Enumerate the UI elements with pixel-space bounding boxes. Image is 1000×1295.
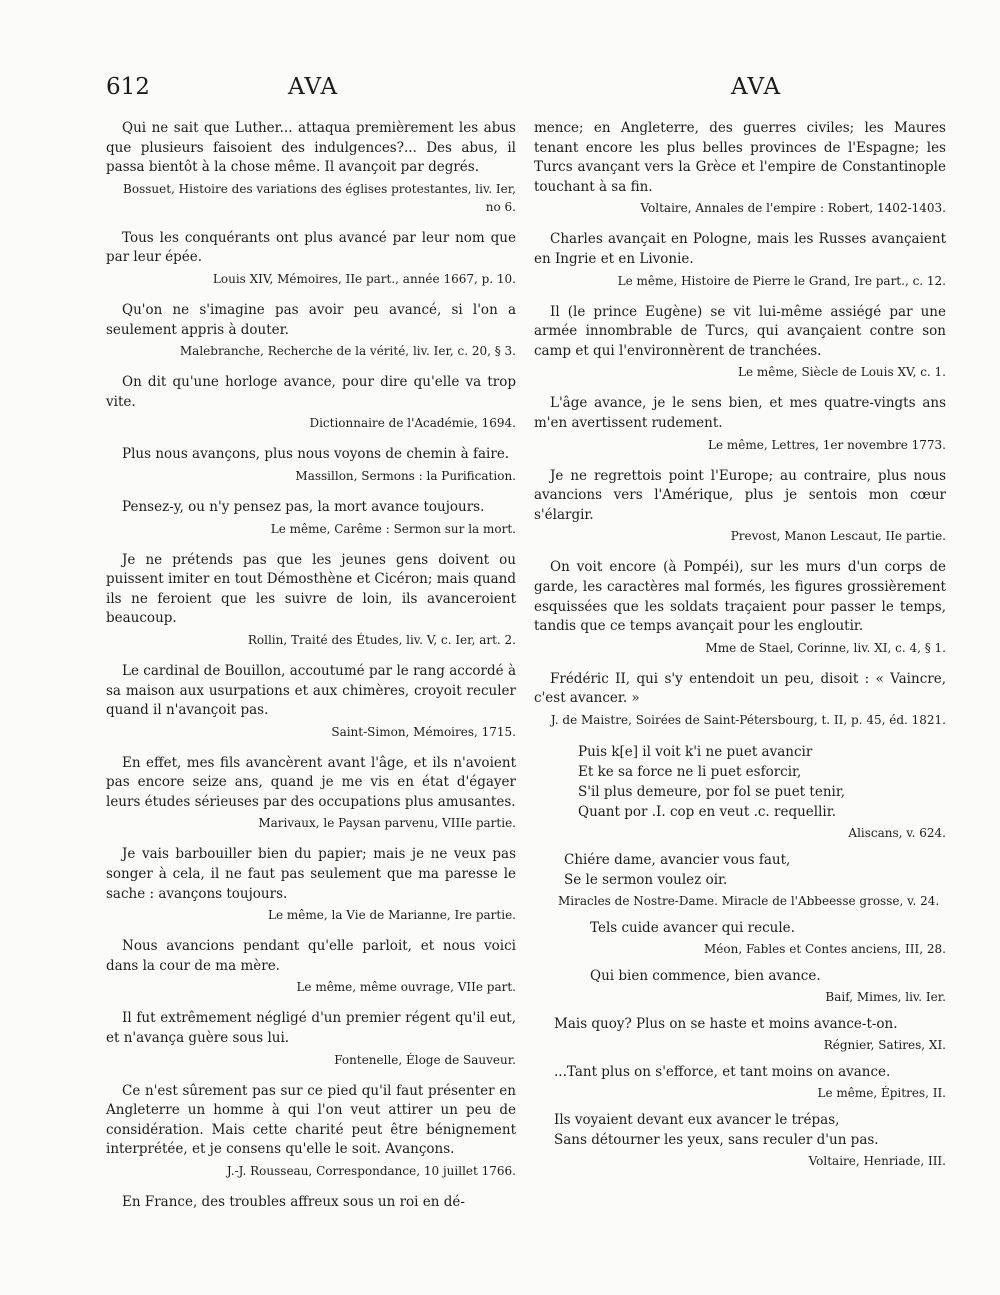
quote-source: Rollin, Traité des Études, liv. V, c. Ier, art. 2. — [247, 632, 516, 647]
quotation — [106, 1009, 516, 1068]
left-column — [106, 119, 516, 1226]
quote-source: Prevost, Manon Lescaut, IIe partie. — [730, 529, 946, 544]
quote-text: Tous les conquérants ont plus avancé par leur nom que par leur épée. — [106, 229, 516, 266]
quote-text: Qu'on ne s'imagine pas avoir peu avancé, si l'on a seulement appris à douter. — [106, 301, 516, 338]
quotation — [534, 394, 946, 453]
quote-text: Il (le prince Eugène) se vit lui-même assiégé par une armée innombrable de Turcs, qui avançaient contre son camp et qui l'environnèrent de tranchées. — [534, 303, 946, 359]
quote-source: Le même, Histoire de Pierre le Grand, Ire part., c. 12. — [617, 273, 946, 288]
quotation — [534, 467, 946, 546]
right-column — [534, 119, 946, 1178]
verse-line: Quant por .I. cop en veut .c. requellir. — [578, 803, 836, 820]
quote-text: On dit qu'une horloge avance, pour dire qu'elle va trop vite. — [106, 374, 516, 410]
quotation — [106, 845, 516, 924]
quote-source: Massillon, Sermons : la Purification. — [295, 468, 516, 483]
page-header — [0, 74, 1000, 114]
verse-line: Sans détourner les yeux, sans reculer d'un pas. — [554, 1131, 879, 1148]
quotation — [534, 670, 946, 729]
quote-source: Le même, la Vie de Marianne, Ire partie. — [268, 908, 516, 923]
quote-source: Malebranche, Recherche de la vérité, liv. Ier, c. 20, § 3. — [179, 344, 516, 359]
verse-source: Miracles de Nostre-Dame. Miracle de l'Abbeesse grosse, v. 24. — [558, 893, 940, 908]
quote-text: Plus nous avançons, plus nous voyons de chemin à faire. — [122, 446, 510, 463]
verse-line: S'il plus demeure, por fol se puet tenir, — [578, 783, 846, 800]
quotation — [534, 230, 946, 289]
verse-line: Qui bien commence, bien avance. — [590, 967, 821, 984]
quotation — [106, 119, 516, 216]
verse-line: Chiére dame, avancier vous faut, — [564, 851, 791, 868]
quotation — [106, 373, 516, 432]
verse-source: Méon, Fables et Contes anciens, III, 28. — [704, 941, 946, 956]
quote-text: Il fut extrêmement négligé d'un premier régent qu'il eut, et n'avança guère sous lui. — [106, 1010, 516, 1047]
quote-text: Frédéric II, qui s'y entendoit un peu, disoit : « Vaincre, c'est avancer. » — [534, 670, 946, 707]
quote-text: mence; en Angleterre, des guerres civiles; les Maures tenant encore les plus belles provinces de l'Espagne; les Turcs avançant vers la Grèce et l'empire de Constantinople touchant à sa fin. — [534, 120, 946, 195]
quote-text: Je ne prétends pas que les jeunes gens doivent ou puissent imiter en tout Démosthène et Cicéron; mais quand ils ne feroient que les suivre de loin, ils avanceroient beaucoup. — [106, 551, 516, 627]
verse-quotation — [534, 850, 946, 910]
quote-source: Fontenelle, Éloge de Sauveur. — [334, 1052, 516, 1067]
quote-source: Le même, Carême : Sermon sur la mort. — [270, 521, 516, 536]
quotation — [106, 1082, 516, 1180]
verse-line: Puis k[e] il voit k'i ne puet avancir — [578, 743, 813, 760]
quotation — [534, 119, 946, 217]
verse-source: Baif, Mimes, liv. Ier. — [825, 989, 946, 1004]
page-number: 612 — [106, 74, 150, 100]
quote-source: J.-J. Rousseau, Correspondance, 10 juillet 1766. — [226, 1164, 516, 1178]
quote-text: En effet, mes fils avancèrent avant l'âge, et ils n'avoient pas encore seize ans, quand je me vis en état d'égayer leurs études sérieuses par des occupations plus amusantes. — [106, 754, 516, 810]
quote-text: Le cardinal de Bouillon, accoutumé par le rang accordé à sa maison aux usurpations et aux chimères, croyoit reculer quand il n'avançoit pas. — [106, 662, 516, 719]
verse-source: Le même, Épitres, II. — [817, 1085, 946, 1100]
quote-source: Saint-Simon, Mémoires, 1715. — [331, 724, 516, 739]
verse-source: Aliscans, v. 624. — [848, 825, 946, 840]
quote-source: Le même, même ouvrage, VIIe part. — [296, 980, 516, 995]
quotation — [106, 445, 516, 485]
quotation — [106, 937, 516, 996]
verse-line: Se le sermon voulez oir. — [564, 871, 728, 888]
quote-source: J. de Maistre, Soirées de Saint-Pétersbourg, t. II, p. 45, éd. 1821. — [550, 712, 946, 727]
quote-source: Bossuet, Histoire des variations des églises protestantes, liv. Ier, no 6. — [123, 181, 516, 214]
verse-line: Ils voyaient devant eux avancer le trépas, — [554, 1111, 840, 1128]
quote-text: L'âge avance, je le sens bien, et mes quatre-vingts ans m'en avertissent rudement. — [534, 395, 946, 431]
verse-quotation — [534, 966, 946, 1006]
verse-quotation — [534, 1110, 946, 1170]
verse-source: Régnier, Satires, XI. — [823, 1037, 946, 1052]
verse-line: Et ke sa force ne li puet esforcir, — [578, 763, 802, 780]
verse-quotation — [534, 742, 946, 842]
verse-line: ...Tant plus on s'efforce, et tant moins on avance. — [554, 1063, 891, 1080]
quotation — [534, 303, 946, 382]
quotation — [534, 558, 946, 656]
quote-text: On voit encore (à Pompéi), sur les murs d'un corps de garde, les caractères mal formés, les figures grossièrement esquissées que les soldats traçaient pour passer le temps, tandis que ce temps avançait pour les engloutir. — [534, 559, 946, 635]
quotation — [106, 229, 516, 288]
quote-text: En France, des troubles affreux sous un roi en dé- — [122, 1194, 465, 1210]
quote-text: Charles avançait en Pologne, mais les Russes avançaient en Ingrie et en Livonie. — [534, 231, 946, 267]
verse-quotation — [534, 1062, 946, 1102]
quote-source: Louis XIV, Mémoires, IIe part., année 1667, p. 10. — [212, 271, 516, 286]
running-head-left: AVA — [288, 74, 339, 100]
quote-text: Qui ne sait que Luther... attaqua premièrement les abus que plusieurs faisoient des indulgences?... Des abus, il passa bientôt à la chose même. Il avançoit par degrés. — [106, 120, 516, 176]
quote-text: Nous avancions pendant qu'elle parloit, et nous voici dans la cour de ma mère. — [106, 938, 516, 974]
quote-source: Dictionnaire de l'Académie, 1694. — [309, 416, 516, 431]
quote-source: Mme de Stael, Corinne, liv. XI, c. 4, § 1. — [705, 640, 946, 655]
quotation — [106, 754, 516, 833]
verse-line: Tels cuide avancer qui recule. — [590, 919, 795, 936]
verse-line: Mais quoy? Plus on se haste et moins avance-t-on. — [554, 1015, 898, 1032]
quotation — [106, 1193, 516, 1213]
quote-text: Ce n'est sûrement pas sur ce pied qu'il faut présenter en Angleterre un homme à qui l'on veut attirer un peu de considération. Mais cette charité peut être bénignement interprétée, et je consens qu'elle le soit. Avançons. — [106, 1082, 516, 1158]
quote-text: Je ne regrettois point l'Europe; au contraire, plus nous avancions vers l'Amérique, plus je sentois mon cœur s'élargir. — [534, 467, 946, 523]
running-head-right: AVA — [731, 74, 782, 100]
quotation — [106, 551, 516, 649]
verse-quotation — [534, 918, 946, 958]
quote-source: Le même, Lettres, 1er novembre 1773. — [707, 437, 946, 452]
quote-source: Le même, Siècle de Louis XV, c. 1. — [738, 365, 946, 380]
quotation — [106, 498, 516, 538]
quote-source: Marivaux, le Paysan parvenu, VIIIe partie. — [258, 816, 516, 831]
quotation — [106, 301, 516, 360]
quote-source: Voltaire, Annales de l'empire : Robert, 1402-1403. — [640, 201, 946, 216]
quote-text: Je vais barbouiller bien du papier; mais je ne veux pas songer à cela, il ne faut pas seulement que ma paresse le sache : avançons toujours. — [106, 846, 516, 902]
quotation — [106, 662, 516, 741]
quote-text: Pensez-y, ou n'y pensez pas, la mort avance toujours. — [122, 498, 485, 515]
verse-source: Voltaire, Henriade, III. — [808, 1153, 946, 1168]
verse-quotation — [534, 1014, 946, 1054]
